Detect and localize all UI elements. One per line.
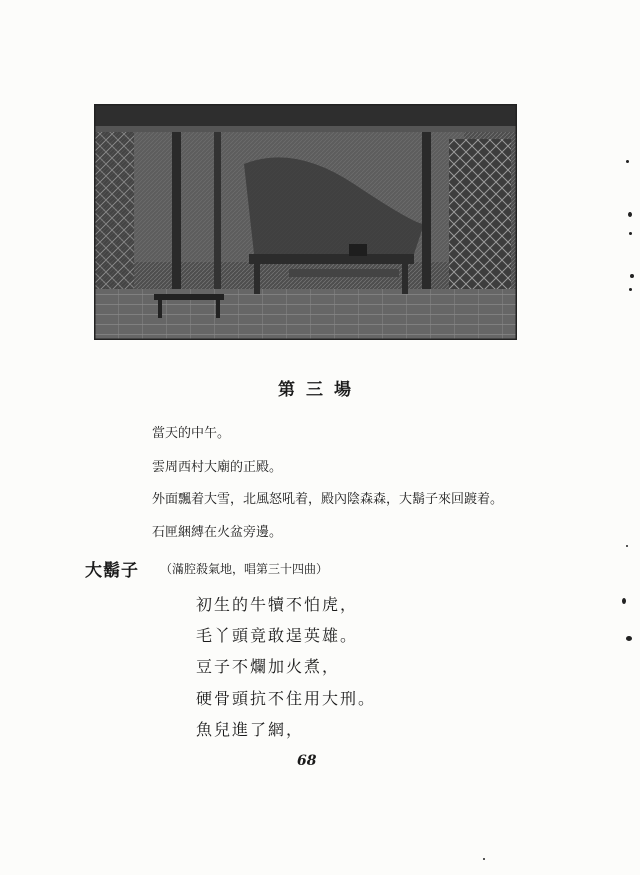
speaker-action: （滿腔殺氣地，唱第三十四曲） — [160, 562, 329, 576]
margin-speck — [483, 858, 485, 860]
margin-speck — [622, 598, 626, 604]
stage-engraving — [94, 104, 517, 340]
margin-speck — [628, 212, 632, 217]
margin-speck — [626, 160, 629, 163]
stage-direction-place: 雲周西村大廟的正殿。 — [152, 460, 283, 475]
stage-direction-weather: 外面飄着大雪，北風怒吼着，殿內陰森森，大鬍子來回踱着。 — [152, 492, 504, 507]
verse-line: 初生的牛犢不怕虎， — [196, 595, 359, 614]
stage-direction-time: 當天的中午。 — [152, 426, 231, 441]
margin-speck — [626, 545, 628, 547]
stage-direction-prop: 石匣綑縛在火盆旁邊。 — [152, 525, 283, 540]
speaker-name: 大鬍子 — [85, 561, 139, 581]
verse-line: 毛丫頭竟敢逞英雄。 — [196, 626, 359, 645]
page-number: 68 — [297, 753, 317, 769]
verse-line: 硬骨頭抗不住用大刑。 — [196, 689, 377, 708]
stage-illustration — [94, 104, 517, 340]
margin-speck — [629, 232, 632, 235]
verse-line: 豆子不爛加火煮， — [196, 657, 341, 676]
verse-line: 魚兒進了網， — [196, 720, 305, 739]
margin-speck — [630, 274, 634, 278]
margin-speck — [629, 288, 632, 291]
margin-speck — [626, 636, 632, 641]
scene-title: 第三場 — [278, 380, 362, 400]
